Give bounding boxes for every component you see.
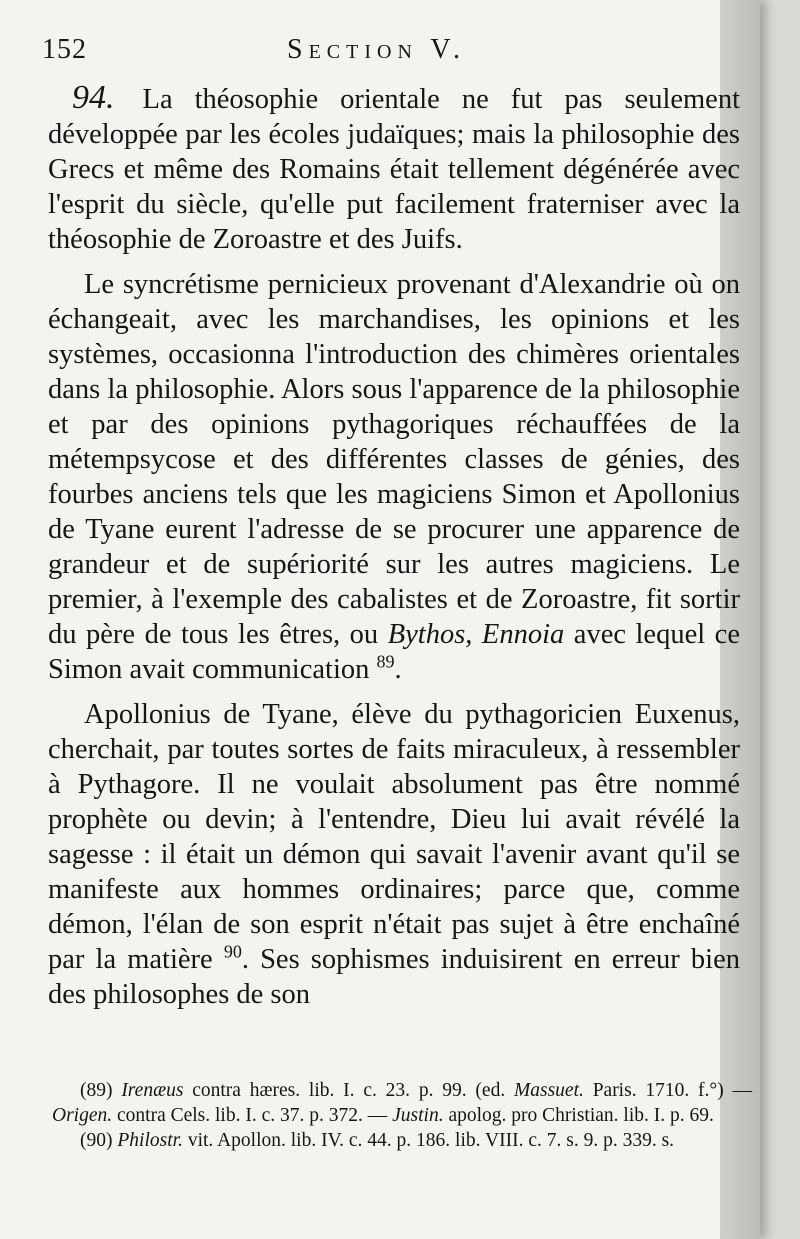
footnote-text: Paris. 1710. f.°) — [583, 1080, 752, 1101]
page-header [42, 34, 742, 74]
paragraph-3 [48, 697, 740, 1012]
paragraph-1 [48, 80, 740, 257]
paragraph-text: Apollonius de Tyane, élève du pythagoricien Euxenus, cherchait, par toutes sortes de faits miraculeux, à ressembler à Pythagore. Il ne voulait absolument pas être nommé prophète ou devin; à l'entendre, Dieu lui avait révélé la sagesse : il était un démon qui savait l'avenir avant qu'il se manifeste aux hommes ordinaires; parce que, comme démon, l'élan de son esprit n'était pas sujet à être enchaîné par la matière [48, 699, 740, 975]
footnote-text: vit. Apollon. lib. IV. c. 44. p. 186. lib. VIII. c. 7. s. 9. p. 339. s. [182, 1130, 675, 1151]
page-number: 152 [42, 34, 87, 65]
section-number: 94. [72, 79, 115, 116]
footnote-author: Philostr. [117, 1130, 183, 1151]
footnote-text: apolog. pro Christian. lib. I. p. 69. [443, 1105, 714, 1126]
footnote-label: (89) [80, 1080, 113, 1101]
footnotes [52, 1078, 752, 1153]
footnote-89 [52, 1078, 752, 1128]
footnote-reference[interactable]: 90 [223, 941, 242, 962]
footnote-author: Massuet. [514, 1080, 584, 1101]
footnote-text: contra hæres. lib. I. c. 23. p. 99. (ed. [183, 1080, 515, 1101]
footnote-reference[interactable]: 89 [376, 651, 395, 672]
paragraph-text: La théosophie orientale ne fut pas seulement développée par les écoles judaïques; mais la philosophie des Grecs et même des Romains était tellement dégénérée avec l'esprit du siècle, qu'elle put facilement fraterniser avec la théosophie de Zoroastre et des Juifs. [48, 84, 741, 255]
footnote-label: (90) [80, 1130, 113, 1151]
running-head: Section V. [287, 34, 466, 65]
footnote-text: contra Cels. lib. I. c. 37. p. 372. — [112, 1105, 393, 1126]
footnote-author: Justin. [392, 1105, 444, 1126]
footnote-author: Irenæus [121, 1080, 184, 1101]
paragraph-2 [48, 267, 740, 687]
footnote-author: Origen. [52, 1105, 113, 1126]
paragraph-text: avec lequel ce Simon avait communication [48, 619, 740, 685]
body-text [48, 80, 740, 1022]
paragraph-text: . Ses sophismes induisirent en erreur bien des philosophes de son [48, 944, 740, 1010]
footnote-90 [52, 1128, 752, 1153]
italic-term: Bythos, Ennoia [387, 619, 565, 650]
paragraph-text: Le syncrétisme pernicieux provenant d'Alexandrie où on échangeait, avec les marchandises, les opinions et les systèmes, occasionna l'introduction des chimères orientales dans la philosophie. Alors sous l'apparence de la philosophie et par des opinions pythagoriques réchauffées de la métempsycose et des différentes classes de génies, des fourbes anciens tels que les magiciens Simon et Apollonius de Tyane eurent l'adresse de se procurer une apparence de grandeur et de supériorité sur les autres magiciens. Le premier, à l'exemple des cabalistes et de Zoroastre, fit sortir du père de tous les êtres, ou [48, 269, 740, 650]
paragraph-text: . [394, 654, 402, 685]
